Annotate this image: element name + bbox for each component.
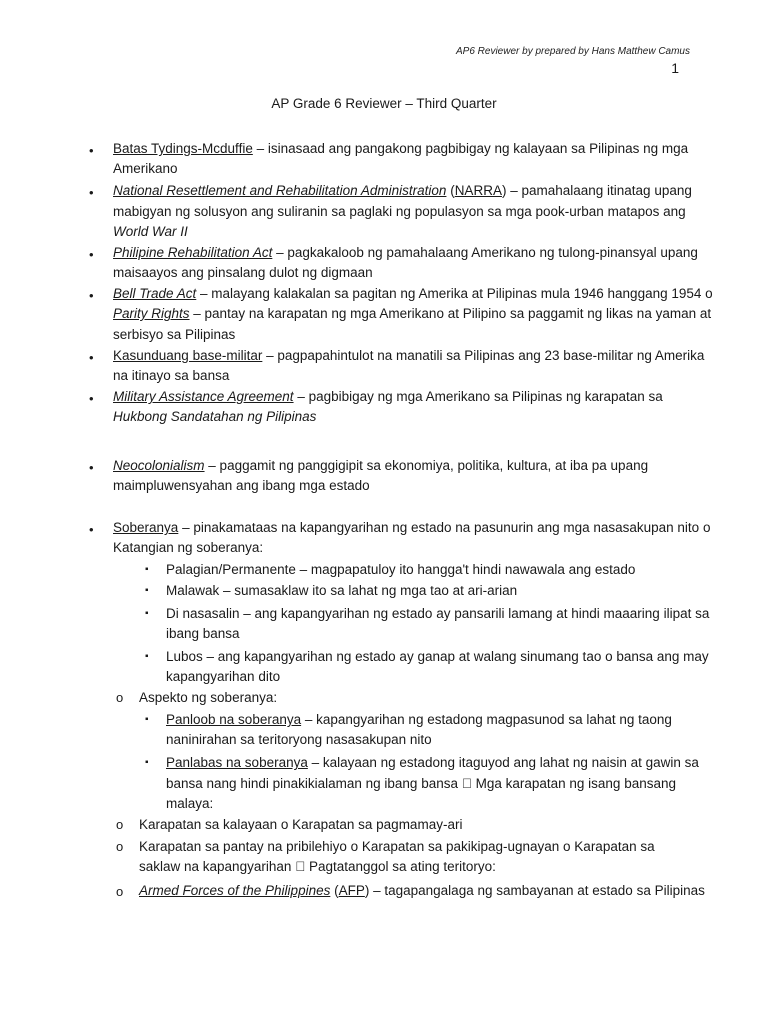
bullet-dot: • bbox=[89, 185, 94, 200]
item-panloob-line-1 bbox=[166, 711, 672, 729]
item-tydings-line-1 bbox=[113, 140, 688, 158]
text-katangian-4b: kapangyarihan dito bbox=[166, 669, 281, 684]
bullet-circle: o bbox=[116, 817, 124, 832]
text-rehab-2: maisaayos ang pinsalang dulot ng digmaan bbox=[113, 265, 373, 280]
bullet-circle: o bbox=[116, 884, 124, 899]
text-base-1: – pagpapahintulot na manatili sa Pilipinas ang 23 base-militar ng Amerika bbox=[262, 348, 705, 363]
text-tydings-1: – isinasaad ang pangakong pagbibigay ng kalayaan sa Pilipinas ng mga bbox=[252, 141, 689, 156]
text-bell-3: serbisyo sa Pilipinas bbox=[113, 327, 236, 342]
bullet-dot: • bbox=[89, 143, 94, 158]
term-panlabas: Panlabas na soberanya bbox=[166, 755, 308, 770]
item-base-line-1 bbox=[113, 347, 704, 365]
bullet-dot: • bbox=[89, 391, 94, 406]
text-narra-3: World War II bbox=[113, 224, 188, 239]
text-narra-2: mabigyan ng solusyon ang suliranin sa paglaki ng populasyon sa mga pook-urban matapos ang bbox=[113, 204, 686, 219]
term-afp: Armed Forces of the Philippines bbox=[139, 883, 331, 898]
text-soberanya-1: – pinakamataas na kapangyarihan ng estado na pasunurin ang mga nasasakupan nito o bbox=[178, 520, 711, 535]
bullet-square: ▪ bbox=[145, 714, 149, 725]
text-bell-1: – malayang kalakalan sa pagitan ng Amerika at Pilipinas mula 1946 hanggang 1954 o bbox=[196, 286, 713, 301]
text-panlabas-3: malaya: bbox=[166, 796, 214, 811]
text-military-2: Hukbong Sandatahan ng Pilipinas bbox=[113, 409, 317, 424]
bullet-square: ▪ bbox=[145, 651, 149, 662]
bullet-circle: o bbox=[116, 690, 124, 705]
term-base: Kasunduang base-militar bbox=[113, 348, 263, 363]
item-bell-line-1 bbox=[113, 285, 713, 303]
text-karapatan-2b: saklaw na kapangyarihan Pagtatanggol sa ating teritoryo: bbox=[139, 859, 482, 874]
item-military-line-1 bbox=[113, 388, 663, 406]
text-karapatan-1: Karapatan sa kalayaan o Karapatan sa pagmamay-ari bbox=[139, 817, 463, 832]
item-rehab-line-1 bbox=[113, 244, 698, 262]
text-katangian-3b: ibang bansa bbox=[166, 626, 240, 641]
text-katangian-3a: Di nasasalin – ang kapangyarihan ng estado ay pansarili lamang at hindi maaaring ilipat sa bbox=[166, 606, 710, 621]
bullet-dot: • bbox=[89, 288, 94, 303]
text-narra-1: – pamahalaang itinatag upang bbox=[506, 183, 692, 198]
text-karapatan-2a: Karapatan sa pantay na pribilehiyo o Karapatan sa pakikipag-ugnayan o Karapatan sa bbox=[139, 839, 655, 854]
item-soberanya-line-1 bbox=[113, 519, 710, 537]
bullet-square: ▪ bbox=[145, 564, 149, 575]
term-bell: Bell Trade Act bbox=[113, 286, 197, 301]
text-panlabas-1: – kalayaan ng estadong itaguyod ang lahat ng naisin at gawin sa bbox=[307, 755, 699, 770]
abbr-narra: NARRA bbox=[454, 183, 502, 198]
item-neo-line-1 bbox=[113, 457, 648, 475]
bullet-dot: • bbox=[89, 460, 94, 475]
term-tydings: Batas Tydings-Mcduffie bbox=[113, 141, 253, 156]
text-aspekto: Aspekto ng soberanya: bbox=[139, 690, 278, 705]
page-number: 1 bbox=[671, 60, 679, 76]
term-narra: National Resettlement and Rehabilitation Administration bbox=[113, 183, 447, 198]
text-panlabas-2: bansa nang hindi pinakikialaman ng ibang bansa Mga karapatan ng isang bansang bbox=[166, 776, 663, 791]
text-katangian-4a: Lubos – ang kapangyarihan ng estado ay ganap at walang sinumang tao o bansa ang may bbox=[166, 649, 709, 664]
text-panloob-1: – kapangyarihan ng estadong magpasunod sa lahat ng taong bbox=[301, 712, 672, 727]
page-header: AP6 Reviewer by prepared by Hans Matthew Camus bbox=[456, 46, 690, 57]
text-katangian-1: Palagian/Permanente – magpapatuloy ito hangga't hindi nawawala ang estado bbox=[166, 562, 636, 577]
text-soberanya-2: Katangian ng soberanya: bbox=[113, 540, 264, 555]
term-rehab: Philipine Rehabilitation Act bbox=[113, 245, 273, 260]
text-military-1: – pagbibigay ng mga Amerikano sa Pilipinas ng karapatan sa bbox=[293, 389, 663, 404]
text-panloob-2: naninirahan sa teritoryong nasasakupan nito bbox=[166, 732, 432, 747]
text-base-2: na itinayo sa bansa bbox=[113, 368, 230, 383]
bullet-dot: • bbox=[89, 247, 94, 262]
text-katangian-2: Malawak – sumasaklaw ito sa lahat ng mga tao at ari-arian bbox=[166, 583, 518, 598]
bullet-dot: • bbox=[89, 522, 94, 537]
abbr-afp: AFP bbox=[338, 883, 365, 898]
item-bell-line-2 bbox=[113, 305, 711, 323]
text-afp-1: – tagapangalaga ng sambayanan at estado sa Pilipinas bbox=[369, 883, 705, 898]
term-military: Military Assistance Agreement bbox=[113, 389, 294, 404]
document-title: AP Grade 6 Reviewer – Third Quarter bbox=[271, 96, 497, 111]
item-narra-line-1: National Resettlement and Rehabilitation Administration (NARRA) – pamahalaang itinatag upang bbox=[113, 183, 692, 198]
bullet-square: ▪ bbox=[145, 585, 149, 596]
term-soberanya: Soberanya bbox=[113, 520, 179, 535]
text-bell-2: – pantay na karapatan ng mga Amerikano at Pilipino sa paggamit ng likas na yaman at bbox=[189, 306, 712, 321]
text-tydings-2: Amerikano bbox=[113, 161, 178, 176]
item-panlabas-line-1 bbox=[166, 754, 699, 772]
item-afp-line-1: Armed Forces of the Philippines (AFP) – tagapangalaga ng sambayanan at estado sa Pilipinas bbox=[139, 883, 705, 898]
term-panloob: Panloob na soberanya bbox=[166, 712, 302, 727]
term-neo: Neocolonialism bbox=[113, 458, 205, 473]
term-parity: Parity Rights bbox=[113, 306, 190, 321]
bullet-square: ▪ bbox=[145, 757, 149, 768]
text-rehab-1: – pagkakaloob ng pamahalaang Amerikano ng tulong-pinansyal upang bbox=[272, 245, 698, 260]
bullet-circle: o bbox=[116, 839, 124, 854]
bullet-square: ▪ bbox=[145, 608, 149, 619]
text-neo-2: maimpluwensyahan ang ibang mga estado bbox=[113, 478, 370, 493]
bullet-dot: • bbox=[89, 350, 94, 365]
text-neo-1: – paggamit ng panggigipit sa ekonomiya, politika, kultura, at iba pa upang bbox=[204, 458, 649, 473]
